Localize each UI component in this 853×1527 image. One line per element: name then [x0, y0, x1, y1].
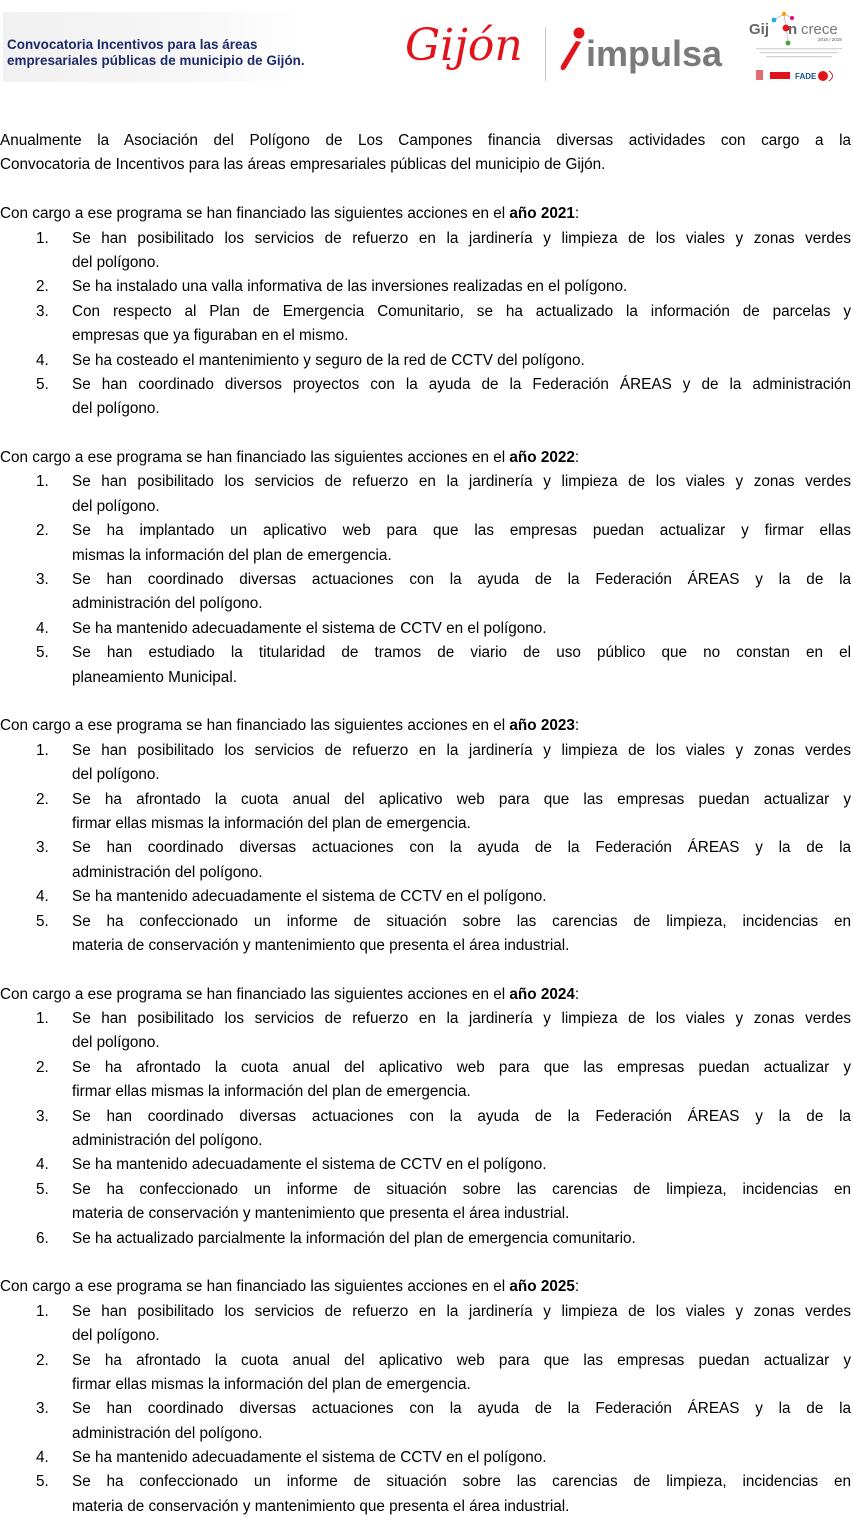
action-list: [0, 470, 851, 690]
list-item-text: [72, 788, 851, 837]
blank-line: [0, 690, 851, 714]
list-item-number: 3.: [36, 1400, 49, 1418]
list-item: [0, 1397, 851, 1446]
heading-colon: :: [574, 449, 580, 467]
list-item-number: 4.: [36, 351, 49, 369]
list-item: [0, 300, 851, 349]
list-item-text: [72, 568, 851, 617]
list-item-text: [72, 349, 851, 373]
list-item-line: administración del polígono.: [72, 595, 263, 613]
blank-line: [0, 958, 851, 982]
list-item: [0, 275, 851, 299]
ugt-logo-icon: [818, 71, 828, 81]
heading-year: año 2025: [509, 1278, 575, 1296]
list-item-line: Se ha mantenido adecuadamente el sistema de CCTV en el polígono.: [72, 619, 547, 637]
action-list: [0, 227, 851, 422]
section-heading: [0, 446, 851, 470]
list-item-text: [72, 227, 851, 276]
list-item: [0, 885, 851, 909]
blank-line: [0, 1251, 851, 1275]
list-item-text: [72, 1300, 851, 1349]
list-item-line: Se ha afrontado la cuota anual del aplicativo web para que las empresas puedan actualizar y: [72, 1351, 851, 1369]
list-item: [0, 1056, 851, 1105]
heading-year: año 2022: [509, 449, 575, 467]
action-list: [0, 1007, 851, 1251]
list-item-text: [72, 1470, 851, 1519]
program-title-line: empresariales públicas de municipio de Gijón.: [7, 52, 305, 68]
list-item-text: [72, 1446, 851, 1470]
list-item-text: [72, 1105, 851, 1154]
heading-colon: :: [574, 205, 580, 223]
list-item-number: 5.: [36, 1473, 49, 1491]
list-item: [0, 1105, 851, 1154]
list-item-line: Se ha afrontado la cuota anual del aplicativo web para que las empresas puedan actualizar y: [72, 1058, 851, 1076]
list-item-line: Se ha actualizado parcialmente la información del plan de emergencia comunitario.: [72, 1229, 636, 1247]
list-item: [0, 519, 851, 568]
list-item-number: 4.: [36, 1156, 49, 1174]
list-item-number: 2.: [36, 790, 49, 808]
list-item-line: Se ha confeccionado un informe de situación sobre las carencias de limpieza, incidencias en: [72, 1473, 851, 1491]
list-item-line: Se han coordinado diversos proyectos con la ayuda de la Federación ÁREAS y de la administración: [72, 375, 851, 393]
list-item-text: [72, 836, 851, 885]
list-item-line: administración del polígono.: [72, 863, 263, 881]
heading-text: Con cargo a ese programa se han financiado las siguientes acciones en el: [0, 985, 510, 1003]
list-item: [0, 1227, 851, 1251]
fade-logo-icon: FADE: [795, 72, 817, 81]
list-item: [0, 1178, 851, 1227]
list-item-line: Se han estudiado la titularidad de tramos de viario de uso público que no constan en el: [72, 644, 851, 662]
list-item-line: del polígono.: [72, 400, 160, 418]
heading-colon: :: [574, 717, 580, 735]
list-item-line: planeamiento Municipal.: [72, 668, 237, 686]
impulsa-stroke-icon: [561, 41, 581, 70]
list-item-number: 4.: [36, 619, 49, 637]
list-item-number: 2.: [36, 278, 49, 296]
list-item-number: 1.: [36, 1010, 49, 1028]
section-heading: [0, 714, 851, 738]
logo-divider: [545, 27, 546, 81]
document-body: [0, 129, 851, 1519]
list-item-text: [72, 1056, 851, 1105]
list-item-text: [72, 300, 851, 349]
year-section: [0, 446, 851, 690]
list-item-number: 3.: [36, 571, 49, 589]
list-item: [0, 1470, 851, 1519]
impulsa-logo: [560, 22, 735, 77]
blank-line: [0, 178, 851, 202]
list-item-line: Se ha costeado el mantenimiento y seguro de la red de CCTV del polígono.: [72, 351, 585, 369]
section-heading: [0, 983, 851, 1007]
list-item-number: 6.: [36, 1229, 49, 1247]
svg-text:n: n: [788, 21, 798, 38]
list-item-line: administración del polígono.: [72, 1132, 263, 1150]
heading-text: Con cargo a ese programa se han financiado las siguientes acciones en el: [0, 449, 510, 467]
list-item-text: [72, 1007, 851, 1056]
list-item-number: 2.: [36, 522, 49, 540]
list-item-line: Se han posibilitado los servicios de refuerzo en la jardinería y limpieza de los viales y zonas verdes: [72, 229, 851, 247]
list-item-line: materia de conservación y mantenimiento que presenta el área industrial.: [72, 1497, 570, 1515]
list-item: [0, 739, 851, 788]
list-item-line: Se han coordinado diversas actuaciones con la ayuda de la Federación ÁREAS y la de la: [72, 839, 851, 857]
action-list: [0, 739, 851, 959]
intro-paragraph: [0, 129, 851, 178]
list-item-text: [72, 617, 851, 641]
list-item-line: Se han posibilitado los servicios de refuerzo en la jardinería y limpieza de los viales y zonas verdes: [72, 1010, 851, 1028]
list-item-line: Se han posibilitado los servicios de refuerzo en la jardinería y limpieza de los viales y zonas verdes: [72, 473, 851, 491]
impulsa-logo-text: impulsa: [586, 33, 723, 74]
crece-logo-years: 2016 / 2019: [818, 37, 842, 42]
list-item-number: 5.: [36, 375, 49, 393]
list-item-text: [72, 1153, 851, 1177]
list-item-line: Se han coordinado diversas actuaciones con la ayuda de la Federación ÁREAS y la de la: [72, 1107, 851, 1125]
list-item: [0, 641, 851, 690]
gijon-logo: [403, 18, 533, 84]
list-item-number: 5.: [36, 1180, 49, 1198]
list-item-number: 1.: [36, 741, 49, 759]
list-item-line: empresas que ya figuraban en el mismo.: [72, 327, 349, 345]
list-item: [0, 349, 851, 373]
list-item-text: [72, 470, 851, 519]
list-item-text: [72, 1349, 851, 1398]
list-item-line: Se ha mantenido adecuadamente el sistema de CCTV en el polígono.: [72, 1449, 547, 1467]
list-item-number: 5.: [36, 912, 49, 930]
section-heading: [0, 202, 851, 226]
heading-text: Con cargo a ese programa se han financiado las siguientes acciones en el: [0, 1278, 510, 1296]
crece-logo-gijon: Gij: [749, 21, 770, 38]
list-item-line: Se han coordinado diversas actuaciones con la ayuda de la Federación ÁREAS y la de la: [72, 1400, 851, 1418]
list-item-number: 2.: [36, 1351, 49, 1369]
list-item-line: Se han posibilitado los servicios de refuerzo en la jardinería y limpieza de los viales y zonas verdes: [72, 741, 851, 759]
list-item-line: Se ha mantenido adecuadamente el sistema de CCTV en el polígono.: [72, 1156, 547, 1174]
list-item-line: Con respecto al Plan de Emergencia Comunitario, se ha actualizado la información de parcelas y: [72, 302, 851, 320]
list-item-text: [72, 910, 851, 959]
list-item-line: del polígono.: [72, 1034, 160, 1052]
list-item-text: [72, 885, 851, 909]
ccoo-logo-icon: [770, 72, 790, 79]
heading-text: Con cargo a ese programa se han financiado las siguientes acciones en el: [0, 717, 510, 735]
list-item-line: Se han coordinado diversas actuaciones con la ayuda de la Federación ÁREAS y la de la: [72, 571, 851, 589]
list-item-line: Se ha confeccionado un informe de situación sobre las carencias de limpieza, incidencias en: [72, 912, 851, 930]
list-item: [0, 1153, 851, 1177]
list-item: [0, 568, 851, 617]
list-item-line: Se ha implantado un aplicativo web para que las empresas puedan actualizar y firmar ellas: [72, 522, 851, 540]
list-item: [0, 1446, 851, 1470]
program-title-line: Convocatoria Incentivos para las áreas: [7, 37, 258, 52]
heading-year: año 2024: [509, 985, 575, 1003]
year-section: [0, 983, 851, 1251]
list-item: [0, 470, 851, 519]
list-item: [0, 373, 851, 422]
list-item-number: 1.: [36, 229, 49, 247]
list-item-number: 1.: [36, 1302, 49, 1320]
list-item-line: del polígono.: [72, 1327, 160, 1345]
list-item-line: Se ha instalado una valla informativa de las inversiones realizadas en el polígono.: [72, 278, 628, 296]
gijon-crece-logo: [748, 8, 850, 94]
heading-year: año 2021: [509, 205, 575, 223]
list-item: [0, 788, 851, 837]
list-item: [0, 836, 851, 885]
list-item-text: [72, 373, 851, 422]
list-item-number: 1.: [36, 473, 49, 491]
list-item-text: [72, 1178, 851, 1227]
heading-year: año 2023: [509, 717, 575, 735]
list-item-number: 4.: [36, 888, 49, 906]
list-item: [0, 1007, 851, 1056]
list-item-line: firmar ellas mismas la información del plan de emergencia.: [72, 1375, 471, 1393]
list-item-number: 5.: [36, 644, 49, 662]
list-item-text: [72, 519, 851, 568]
blank-line: [0, 422, 851, 446]
list-item-text: [72, 1397, 851, 1446]
list-item-text: [72, 275, 851, 299]
list-item: [0, 910, 851, 959]
list-item-line: Se ha afrontado la cuota anual del aplicativo web para que las empresas puedan actualizar y: [72, 790, 851, 808]
year-section: [0, 202, 851, 422]
program-title: [7, 37, 397, 68]
list-item-line: Se han posibilitado los servicios de refuerzo en la jardinería y limpieza de los viales y zonas verdes: [72, 1302, 851, 1320]
list-item-text: [72, 739, 851, 788]
list-item: [0, 227, 851, 276]
year-section: [0, 1275, 851, 1519]
list-item-text: [72, 1227, 851, 1251]
heading-text: Con cargo a ese programa se han financiado las siguientes acciones en el: [0, 205, 510, 223]
year-section: [0, 714, 851, 958]
list-item-line: administración del polígono.: [72, 1424, 263, 1442]
impulsa-dot-icon: [574, 28, 585, 39]
list-item-number: 4.: [36, 1449, 49, 1467]
intro-line: Anualmente la Asociación del Polígono de Los Campones financia diversas actividades con cargo a la: [0, 132, 851, 149]
intro-line: Convocatoria de Incentivos para las áreas empresariales públicas del municipio de Gijón.: [0, 156, 606, 174]
list-item-line: del polígono.: [72, 253, 160, 271]
section-heading: [0, 1275, 851, 1299]
list-item-line: Se ha confeccionado un informe de situación sobre las carencias de limpieza, incidencias en: [72, 1180, 851, 1198]
list-item-line: Se ha mantenido adecuadamente el sistema de CCTV en el polígono.: [72, 888, 547, 906]
list-item: [0, 1349, 851, 1398]
action-list: [0, 1300, 851, 1520]
list-item-number: 3.: [36, 1107, 49, 1125]
list-item-number: 2.: [36, 1058, 49, 1076]
list-item: [0, 617, 851, 641]
heading-colon: :: [574, 985, 580, 1003]
list-item-number: 3.: [36, 302, 49, 320]
gijon-logo-text: Gijón: [405, 20, 523, 71]
list-item-text: [72, 641, 851, 690]
list-item-line: mismas la información del plan de emergencia.: [72, 546, 392, 564]
list-item-number: 3.: [36, 839, 49, 857]
list-item-line: materia de conservación y mantenimiento que presenta el área industrial.: [72, 936, 570, 954]
list-item-line: firmar ellas mismas la información del plan de emergencia.: [72, 1083, 471, 1101]
list-item-line: del polígono.: [72, 766, 160, 784]
svg-text:crece: crece: [801, 21, 838, 38]
heading-colon: :: [574, 1278, 580, 1296]
list-item: [0, 1300, 851, 1349]
list-item-line: del polígono.: [72, 497, 160, 515]
list-item-line: firmar ellas mismas la información del plan de emergencia.: [72, 814, 471, 832]
page-header: [0, 0, 853, 100]
ayuntamiento-shield-icon: [756, 70, 763, 80]
list-item-line: materia de conservación y mantenimiento que presenta el área industrial.: [72, 1205, 570, 1223]
